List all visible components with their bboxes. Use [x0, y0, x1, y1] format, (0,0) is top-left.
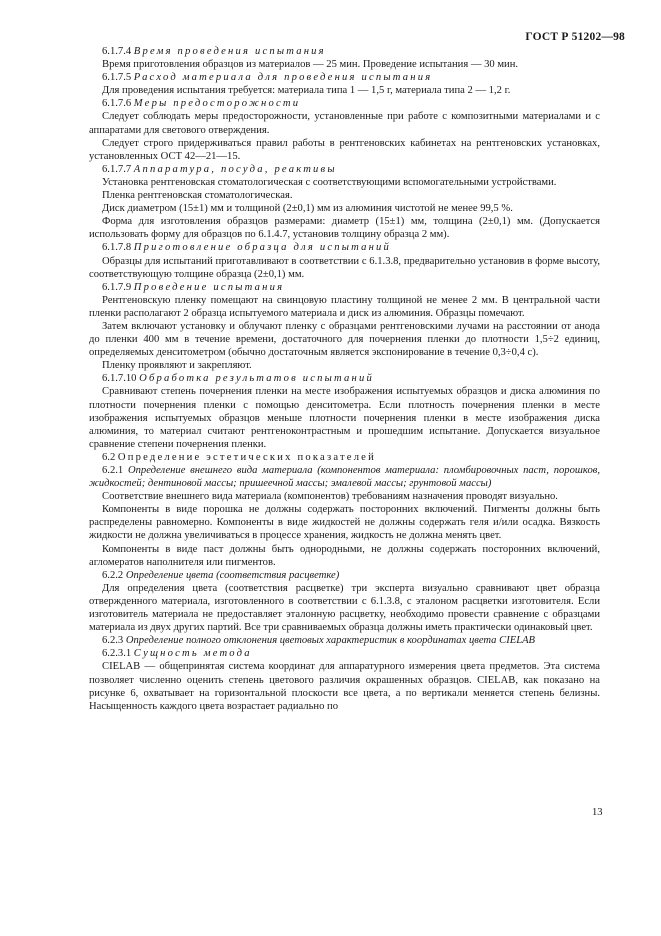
section-heading: 6.2 Определение эстетических показателей: [102, 451, 376, 463]
section-heading: 6.2.3.1 Сущность метода: [102, 648, 252, 660]
document-body: [89, 45, 600, 713]
section-heading: 6.1.7.10 Обработка результатов испытаний: [102, 373, 374, 385]
section-heading: 6.1.7.5 Расход материала для проведения испытания: [102, 72, 433, 84]
paragraph: Затем включают установку и облучают пленку с образцами рентгеновскими лучами на расстоянии от анода до пленки 400 мм в течение времени, достаточного для почернения пленки до плотности 1,5÷2 единиц, определяемых денситометром (обычно достаточным является экспонирование в течение 0,3÷0,4 с).: [89, 320, 600, 359]
standard-header: ГОСТ Р 51202—98: [525, 31, 625, 43]
paragraph: Соответствие внешнего вида материала (компонентов) требованиям назначения проводят визуально.: [102, 491, 558, 503]
paragraph: Форма для изготовления образцов размерами: диаметр (15±1) мм, толщина (2±0,1) мм. (Допускается использовать форму для образцов по 6.1.4.7, установив толщину образца 2 мм).: [89, 216, 600, 241]
paragraph: CIELAB — общепринятая система координат для аппаратурного измерения цвета предметов. Эта система позволяет численно оценить степень цветового различия окрашенных образцов. CIELAB, как показано на рисунке 6, охватывает на горизонтальной плоскости все цвета, а по вертикали меняется степень белизны. Насыщенность каждого цвета возрастает радиально по: [89, 661, 600, 712]
section-heading: 6.2.2 Определение цвета (соответствия расцветке): [102, 569, 340, 581]
paragraph: Компоненты в виде порошка не должны содержать посторонних включений. Пигменты должны быть распределены равномерно. Компоненты в виде жидкостей не должны содержать геля и/или осадка. Вязкость жидкости не должна увеличиваться в процессе хранения, жидкость не должна менять цвет.: [89, 504, 600, 542]
page-number: 13: [592, 807, 603, 818]
section-heading: 6.1.7.7 Аппаратура, посуда, реактивы: [102, 163, 337, 175]
paragraph: Установка рентгеновская стоматологическая с соответствующими вспомогательными устройствами.: [102, 176, 557, 188]
paragraph: Следует соблюдать меры предосторожности, установленные при работе с композитными материалами и с аппаратами для светового отверждения.: [89, 111, 600, 136]
paragraph: Образцы для испытаний приготавливают в соответствии с 6.1.3.8, предварительно установив в форме высоту, соответствующую толщине образца (2±0,1) мм.: [89, 255, 600, 280]
section-heading: 6.1.7.8 Приготовление образца для испытаний: [102, 242, 392, 254]
paragraph: Для проведения испытания требуется: материала типа 1 — 1,5 г, материала типа 2 — 1,2 г.: [102, 85, 511, 97]
paragraph: Время приготовления образцов из материалов — 25 мин. Проведение испытания — 30 мин.: [102, 59, 519, 71]
section-heading: 6.1.7.6 Меры предосторожности: [102, 98, 301, 110]
paragraph: Следует строго придерживаться правил работы в рентгеновских кабинетах на рентгеновских установках, установленных ОСТ 42—21—15.: [89, 137, 600, 162]
paragraph: Диск диаметром (15±1) мм и толщиной (2±0,1) мм из алюминия чистотой не менее 99,5 %.: [102, 203, 513, 215]
section-heading: 6.1.7.4 Время проведения испытания: [102, 46, 326, 57]
paragraph: Пленка рентгеновская стоматологическая.: [102, 190, 293, 202]
paragraph: Для определения цвета (соответствия расцветке) три эксперта визуально сравнивают цвет образца отвержденного материала, изготовленного в соответствии с 6.1.3.8, с эталоном расцветки изготовителя. Если изготовитель материала не предоставляет эталонную расцветку, необходимо провести сравнение с образцами материала из двух других партий. Все три сравниваемых образца должны иметь практически одинаковый цвет.: [89, 582, 600, 634]
paragraph: Рентгеновскую пленку помещают на свинцовую пластину толщиной не менее 2 мм. В центральной части пленки располагают 2 образца испытуемого материала и диск из алюминия. Образцы помечают.: [89, 294, 600, 319]
paragraph: Сравнивают степень почернения пленки на месте изображения испытуемых образцов и диска алюминия по плотности почернения пленки с помощью денситометра. Если плотность почернения пленки в месте изображения испытуемых образцов меньше плотности почернения пленки в месте изображения диска алюминия, то материал считают рентгеноконтрастным и прошедшим испытание. Допускается визуальное сравнение степени почернения пленки.: [89, 386, 600, 450]
paragraph: Компоненты в виде паст должны быть однородными, не должны содержать посторонних включений, агломератов наполнителя или пигментов.: [89, 543, 600, 568]
section-heading: 6.2.1 Определение внешнего вида материала (компонентов материала: пломбировочных паст, порошков, жидкостей; дентиновой массы; пришеечной массы; эмалевой массы; грунтовой массы): [89, 465, 600, 490]
paragraph: Пленку проявляют и закрепляют.: [102, 360, 252, 372]
section-heading: 6.1.7.9 Проведение испытания: [102, 281, 285, 293]
section-heading: 6.2.3 Определение полного отклонения цветовых характеристик в координатах цвета CIELAB: [102, 635, 536, 647]
